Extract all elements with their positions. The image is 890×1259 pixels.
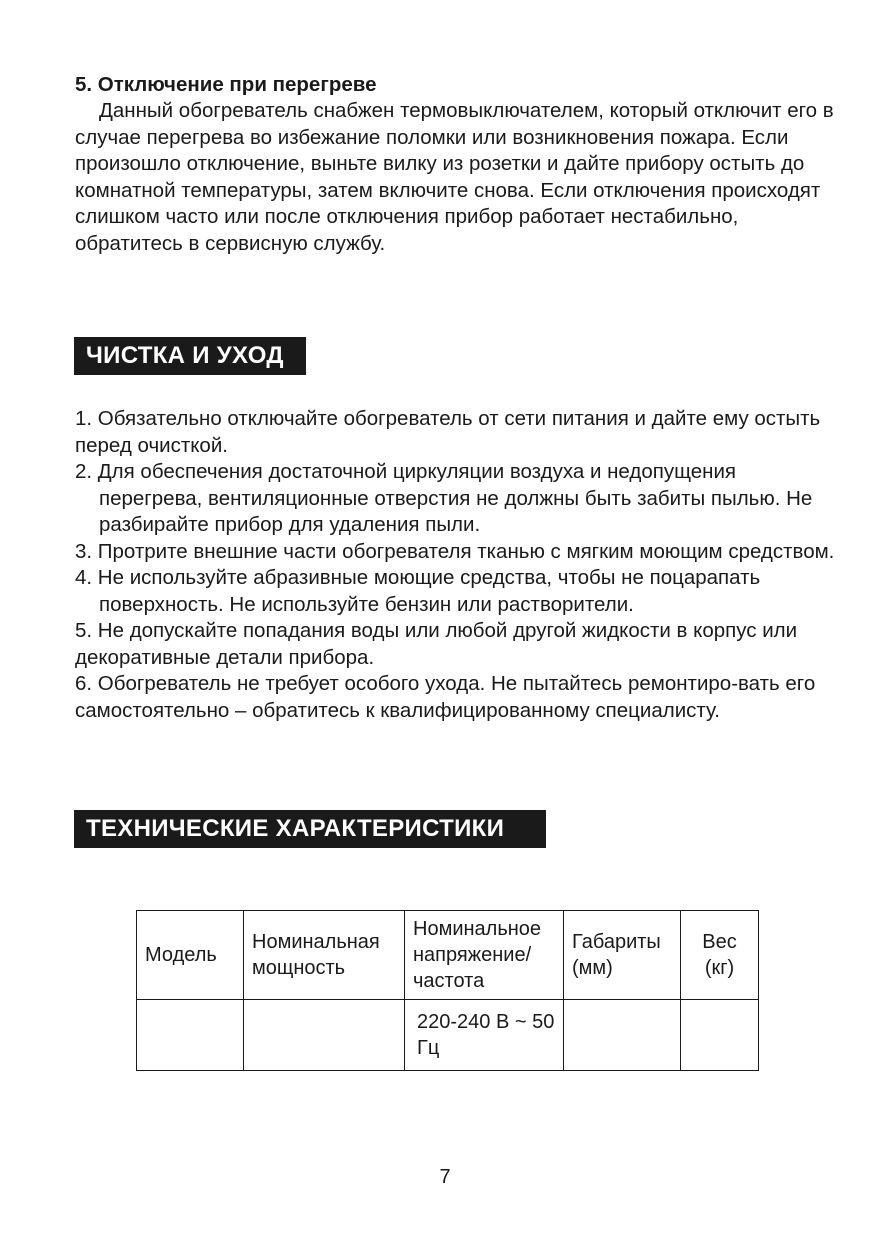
care-item-2: 2. Для обеспечения достаточной циркуляции воздуха и недопущения перегрева, вентиляционные отверстия не должны быть забиты пылью. Не разбирайте прибор для удаления пыли. <box>75 460 813 536</box>
section-title-overheat: 5. Отключение при перегреве <box>75 73 377 96</box>
specs-table <box>136 910 759 1071</box>
cell-voltage: 220-240 В ~ 50 Гц <box>405 1000 564 1071</box>
page-number: 7 <box>439 1166 451 1188</box>
cell-model <box>137 1000 244 1071</box>
specs-heading: ТЕХНИЧЕСКИЕ ХАРАКТЕРИСТИКИ <box>74 810 546 848</box>
care-item-4: 4. Не используйте абразивные моющие средства, чтобы не поцарапать поверхность. Не используйте бензин или растворители. <box>75 566 761 616</box>
care-item-3: 3. Протрите внешние части обогревателя тканью с мягким моющим средством. <box>75 539 835 563</box>
header-dimensions: Габариты (мм) <box>564 911 681 1000</box>
care-item-5: 5. Не допускайте попадания воды или любой другой жидкости в корпус или декоративные детали прибора. <box>75 619 798 669</box>
header-weight: Вес (кг) <box>681 911 759 1000</box>
specs-data-row <box>137 1000 759 1071</box>
overheat-paragraph: Данный обогреватель снабжен термовыключателем, который отключит его в случае перегрева во избежание поломки или возникновения пожара. Если произошло отключение, выньте вилку из розетки и дайте прибору остыть до комнатной температуры, затем включите снова. Если отключения происходят слишком часто или после отключения прибор работает нестабильно, обратитесь в сервисную службу. <box>75 99 834 255</box>
header-power: Номинальная мощность <box>244 911 405 1000</box>
cell-weight <box>681 1000 759 1071</box>
cell-power <box>244 1000 405 1071</box>
cell-dimensions <box>564 1000 681 1071</box>
care-list <box>75 406 835 724</box>
care-item-6: 6. Обогреватель не требует особого ухода. Не пытайтесь ремонтиро-вать его самостоятельно – обратитесь к квалифицированному специалисту. <box>75 672 816 722</box>
care-heading: ЧИСТКА И УХОД <box>74 337 306 375</box>
header-model: Модель <box>137 911 244 1000</box>
care-item-1: 1. Обязательно отключайте обогреватель от сети питания и дайте ему остыть перед очисткой. <box>75 407 821 457</box>
header-voltage: Номинальное напряжение/ частота <box>405 911 564 1000</box>
section-body-overheat <box>75 98 835 257</box>
specs-header-row <box>137 911 759 1000</box>
